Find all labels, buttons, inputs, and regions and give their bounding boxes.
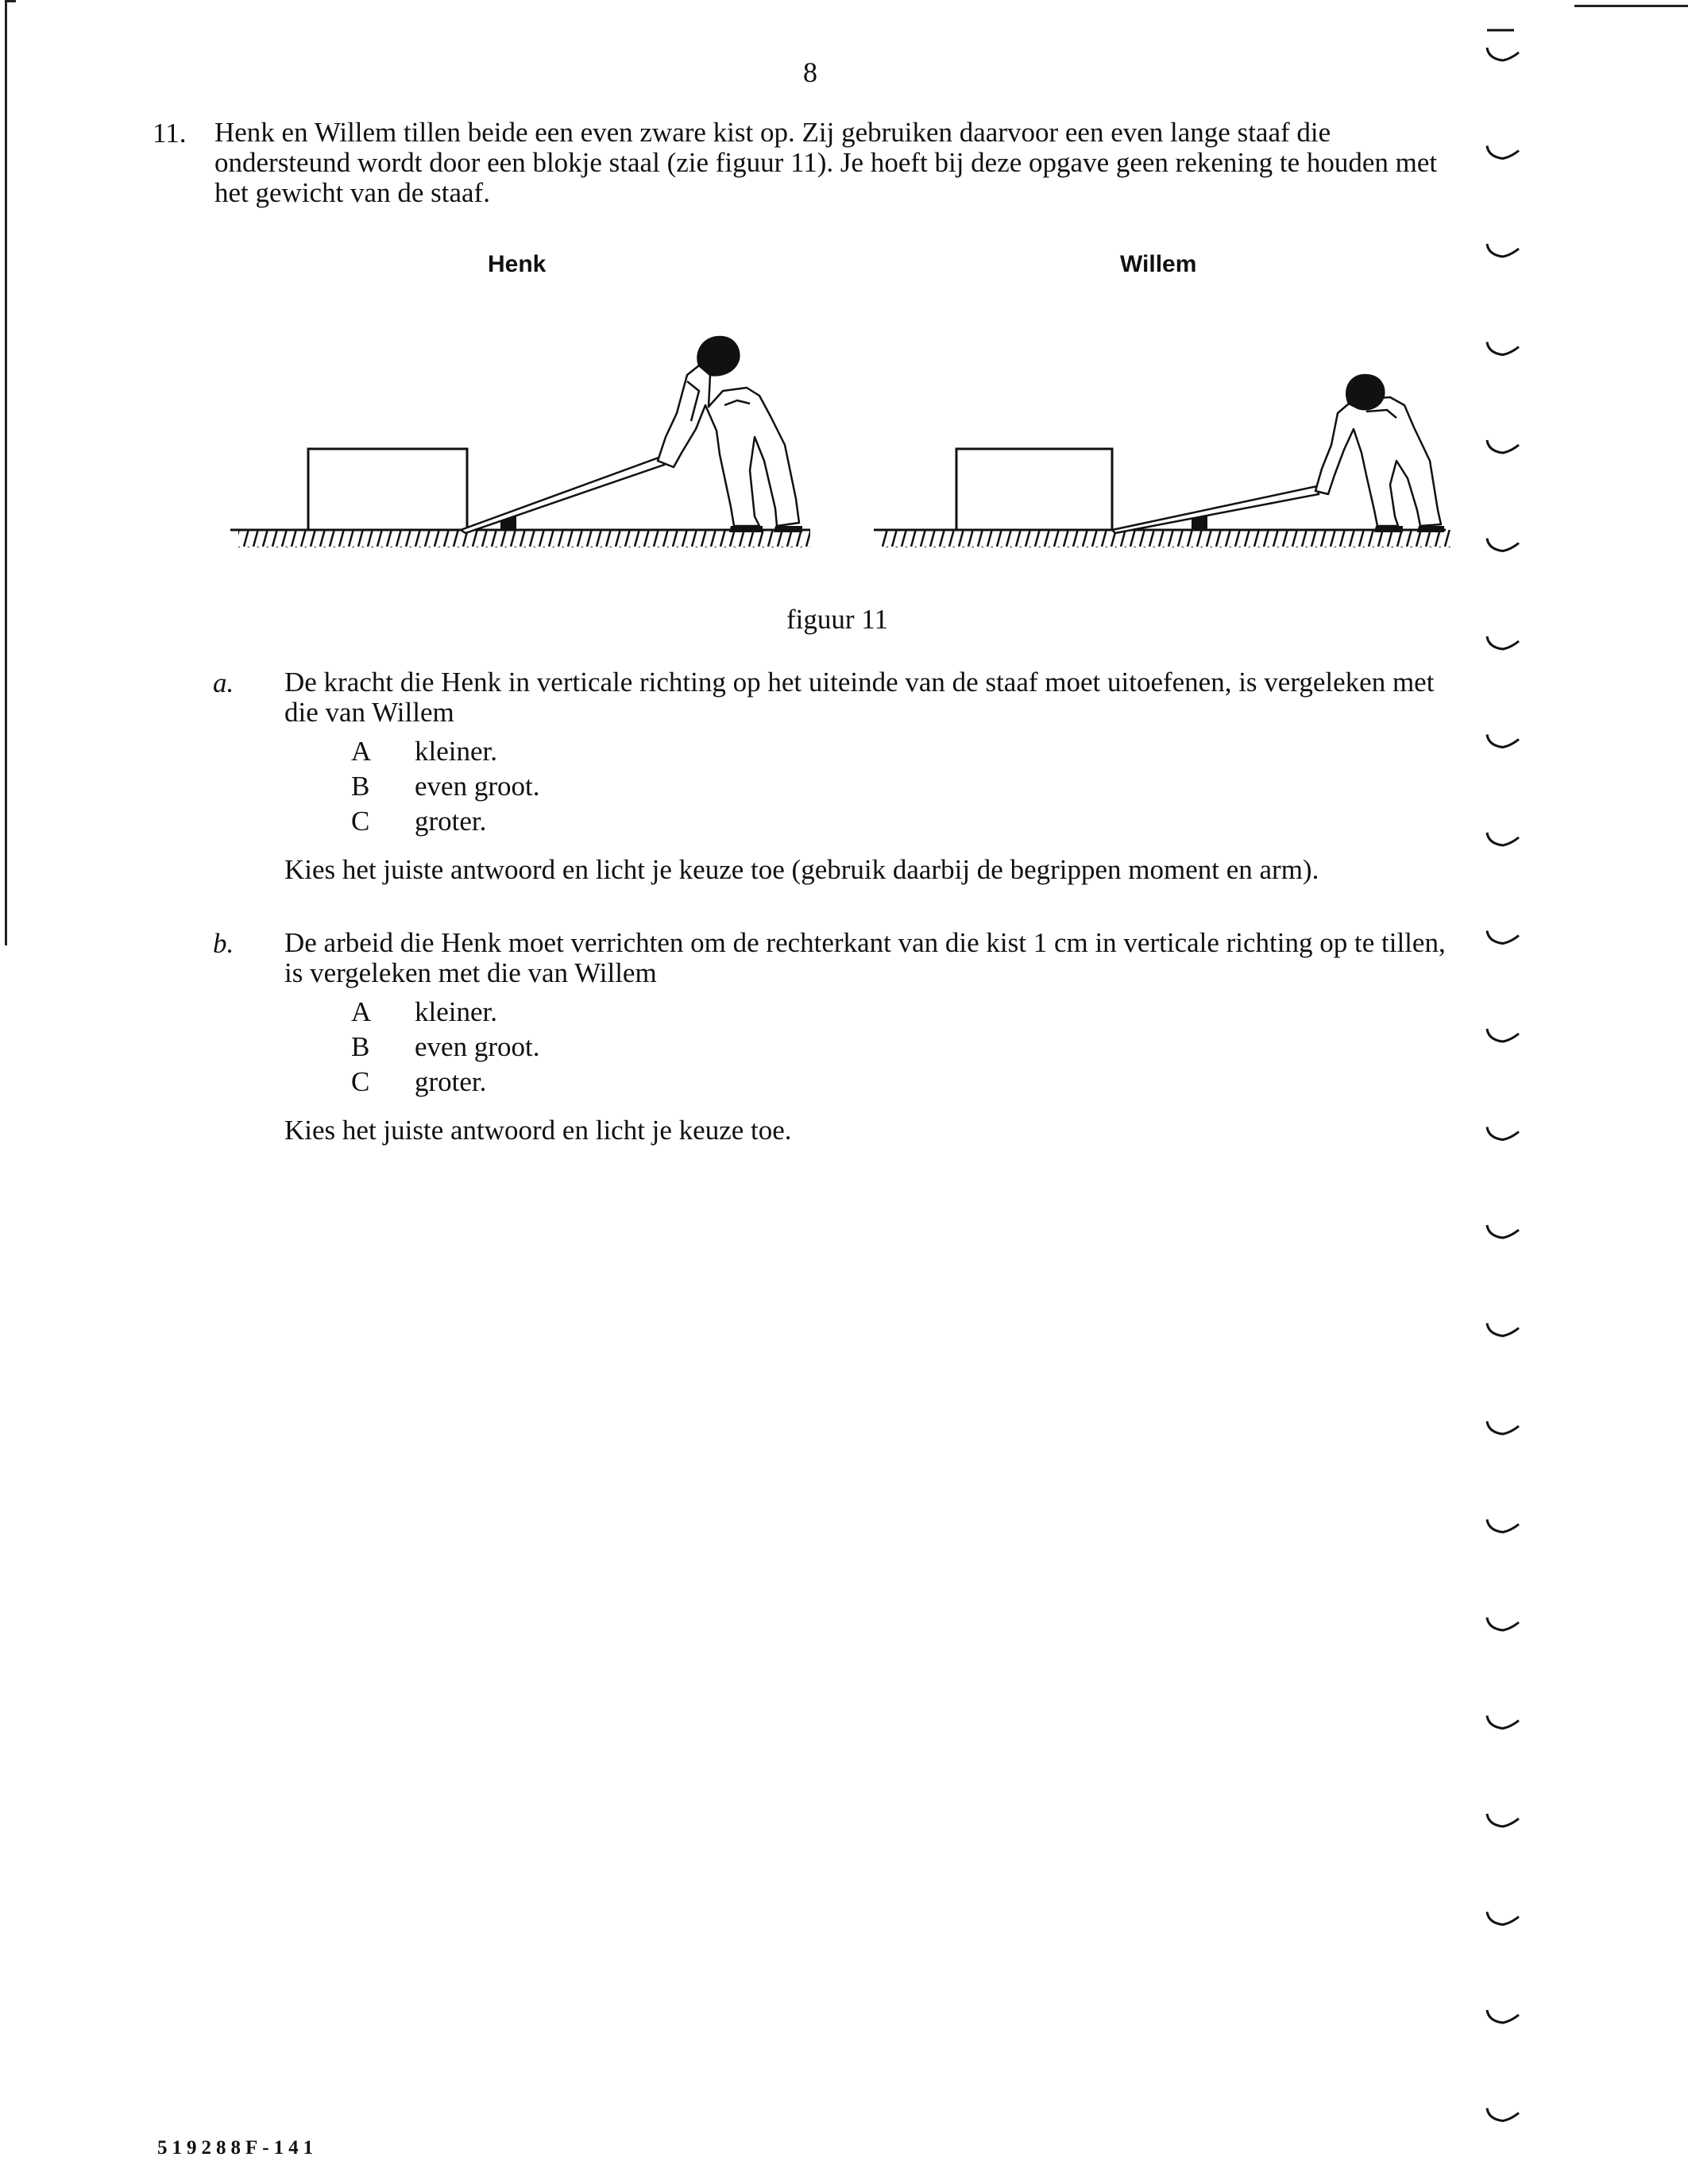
part-b-option-c-letter: C	[351, 1066, 370, 1097]
footer-code: 519288F-141	[157, 2137, 319, 2159]
binding-hole-mark	[1487, 931, 1519, 944]
part-b-option-a-letter: A	[351, 996, 372, 1027]
crate-left	[308, 449, 467, 530]
part-a-option-c-text: groter.	[415, 806, 487, 837]
binding-hole-mark	[1487, 1225, 1519, 1238]
part-b-text: De arbeid die Henk moet verrichten om de rechterkant van die kist 1 cm in verticale richting op te tillen, is vergeleken met die van Willem	[284, 927, 1446, 988]
figure-caption: figuur 11	[786, 604, 888, 635]
binding-hole-mark	[1487, 1324, 1519, 1336]
binding-hole-mark	[1487, 2010, 1519, 2023]
bar-left	[461, 457, 664, 533]
binding-hole-mark	[1487, 440, 1519, 453]
scene-willem	[874, 375, 1454, 547]
page-edge-left	[5, 0, 7, 945]
binding-hole-mark	[1487, 1912, 1519, 1925]
binding-hole-mark	[1487, 2109, 1519, 2121]
ground-hatching-left	[238, 530, 810, 547]
part-a-option-c-letter: C	[351, 806, 370, 837]
binding-hole-mark	[1487, 1127, 1519, 1140]
binding-hole-mark	[1487, 1029, 1519, 1042]
binding-holes	[1479, 24, 1535, 2169]
binding-hole-mark	[1487, 735, 1519, 748]
binding-hole-mark	[1487, 1618, 1519, 1630]
part-b-option-c-text: groter.	[415, 1066, 487, 1097]
binding-hole-mark	[1487, 1716, 1519, 1729]
figure-label-willem: Willem	[1120, 251, 1197, 277]
part-b-option-a-text: kleiner.	[415, 996, 497, 1027]
page-edge-top-right	[1574, 5, 1688, 7]
binding-hole-mark	[1487, 342, 1519, 355]
part-a-text: De kracht die Henk in verticale richting op het uiteinde van de staaf moet uitoefenen, is vergeleken met die van Willem	[284, 667, 1435, 728]
figure-label-henk: Henk	[488, 251, 547, 277]
binding-hole-mark	[1487, 539, 1519, 551]
binding-hole-mark	[1487, 833, 1519, 845]
scene-henk	[230, 337, 810, 547]
part-a-option-b-letter: B	[351, 771, 370, 802]
bar-right	[1112, 486, 1319, 533]
binding-hole-mark	[1487, 1814, 1519, 1826]
person-willem	[1315, 375, 1444, 532]
part-b-instruction: Kies het juiste antwoord en licht je keuze toe.	[284, 1115, 792, 1146]
question-number: 11.	[153, 118, 187, 149]
binding-hole-mark	[1487, 48, 1519, 60]
binding-hole-mark	[1487, 1421, 1519, 1434]
binding-hole-mark	[1487, 244, 1519, 257]
part-a-option-a-letter: A	[351, 736, 372, 767]
lever-figure	[222, 302, 1462, 572]
ground-hatching-right	[882, 530, 1454, 547]
part-b-option-b-letter: B	[351, 1031, 370, 1062]
person-henk	[658, 337, 802, 532]
binding-hole-mark	[1487, 636, 1519, 649]
part-a-option-b-text: even groot.	[415, 771, 540, 802]
binding-hole-mark	[1487, 146, 1519, 159]
question-intro: Henk en Willem tillen beide een even zware kist op. Zij gebruiken daarvoor een even lange staaf die ondersteund wordt door een blokje staal (zie figuur 11). Je hoeft bij deze opgave geen rekening te houden met het gewicht van de staaf.	[214, 117, 1438, 208]
part-a-letter: a.	[213, 667, 234, 698]
part-a-option-a-text: kleiner.	[415, 736, 497, 767]
page-edge-top	[5, 0, 16, 2]
crate-right	[956, 449, 1112, 530]
binding-hole-mark	[1487, 1520, 1519, 1533]
part-b-option-b-text: even groot.	[415, 1031, 540, 1062]
part-a-instruction: Kies het juiste antwoord en licht je keuze toe (gebruik daarbij de begrippen moment en arm).	[284, 854, 1319, 885]
page-number: 8	[803, 56, 817, 88]
part-b-letter: b.	[213, 928, 234, 959]
